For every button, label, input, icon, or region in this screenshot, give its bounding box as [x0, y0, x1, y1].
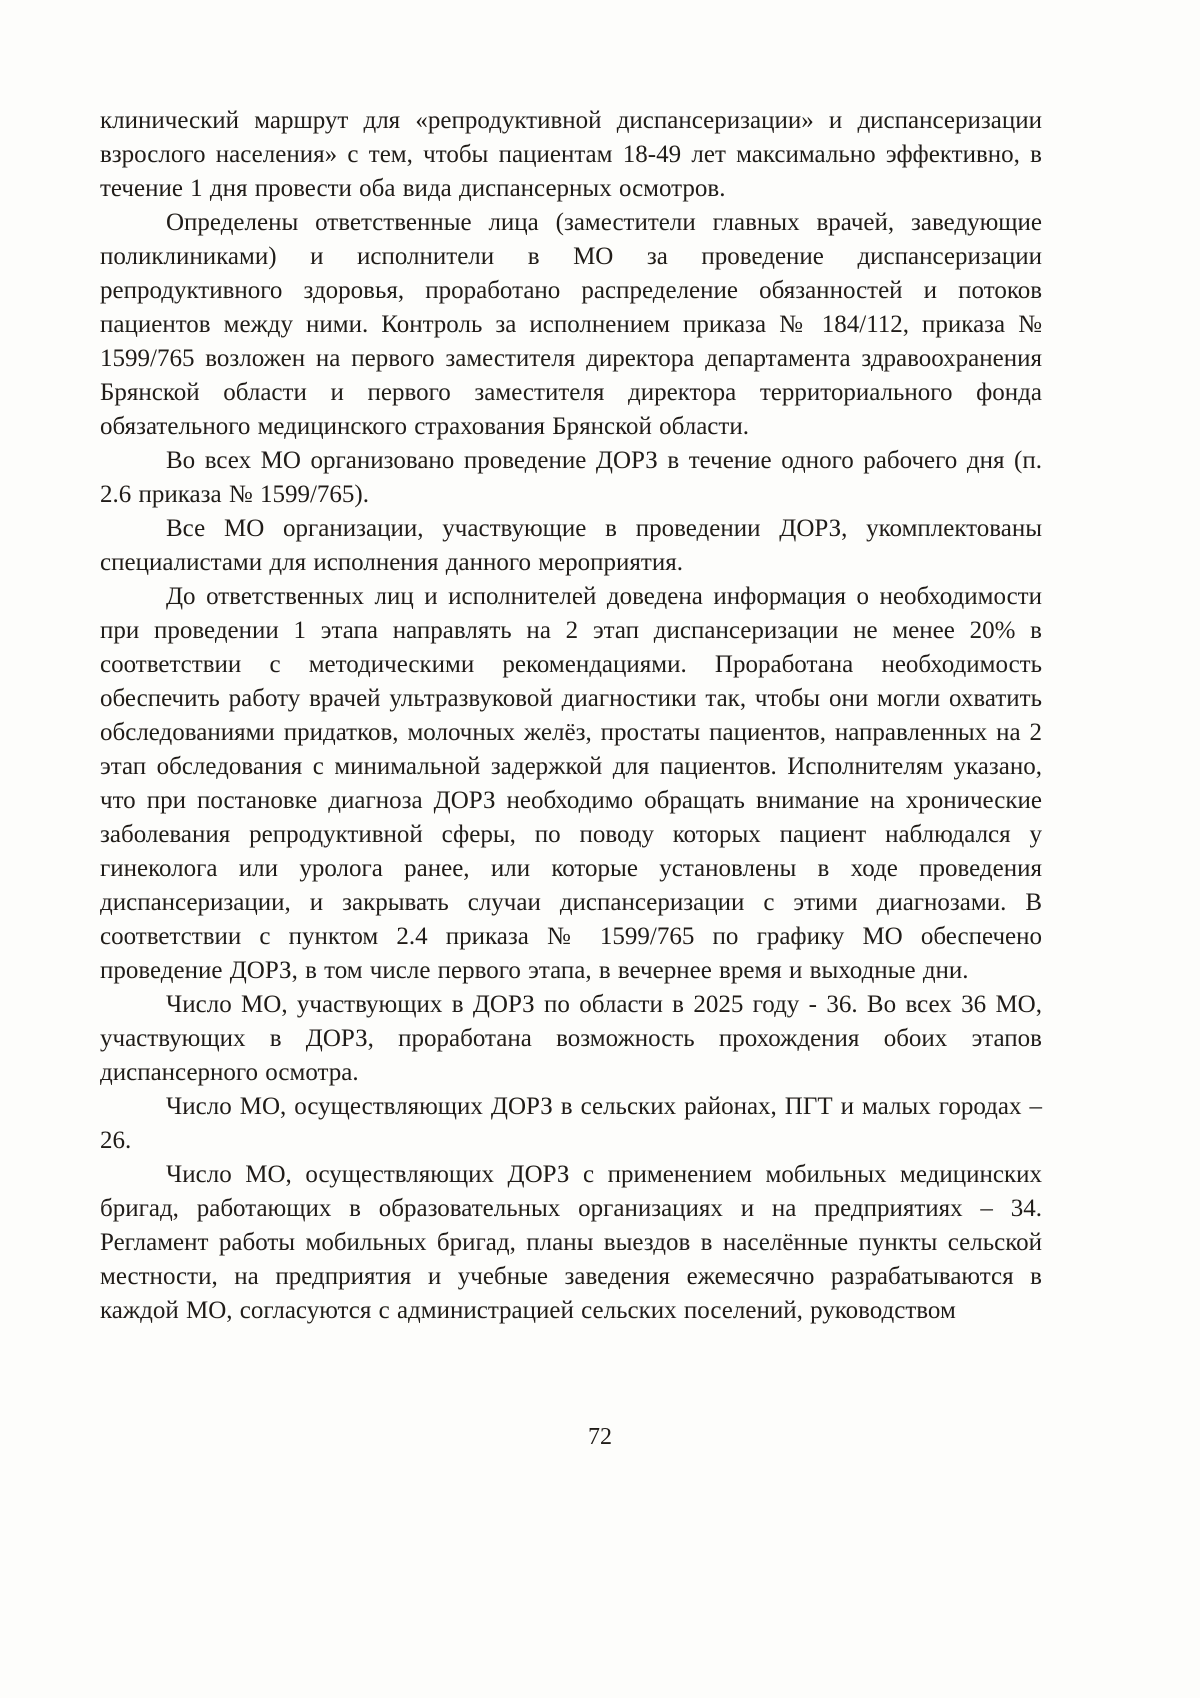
paragraph: Определены ответственные лица (заместители главных врачей, заведующие поликлиниками) и исполнители в МО за проведение диспансеризации репродуктивного здоровья, проработано распределение обязанностей и потоков пациентов между ними. Контроль за исполнением приказа № 184/112, приказа № 1599/765 возложен на первого заместителя директора департамента здравоохранения Брянской области и первого заместителя директора территориального фонда обязательного медицинского страхования Брянской области. — [100, 209, 1042, 440]
paragraph: Число МО, участвующих в ДОРЗ по области в 2025 году - 36. Во всех 36 МО, участвующих в ДОРЗ, проработана возможность прохождения обоих этапов диспансерного осмотра. — [100, 991, 1042, 1086]
paragraph: Во всех МО организовано проведение ДОРЗ в течение одного рабочего дня (п. 2.6 приказа № 1599/765). — [100, 447, 1042, 508]
paragraph: До ответственных лиц и исполнителей доведена информация о необходимости при проведении 1 этапа направлять на 2 этап диспансеризации не менее 20% в соответствии с методическими рекомендациями. Проработана необходимость обеспечить работу врачей ультразвуковой диагностики так, чтобы они могли охватить обследованиями придатков, молочных желёз, простаты пациентов, направленных на 2 этап обследования с минимальной задержкой для пациентов. Исполнителям указано, что при постановке диагноза ДОРЗ необходимо обращать внимание на хронические заболевания репродуктивной сферы, по поводу которых пациент наблюдался у гинеколога или уролога ранее, или которые установлены в ходе проведения диспансеризации, и закрывать случаи диспансеризации с этими диагнозами. В соответствии с пунктом 2.4 приказа № 1599/765 по графику МО обеспечено проведение ДОРЗ, в том числе первого этапа, в вечернее время и выходные дни. — [100, 583, 1042, 984]
document-text — [100, 104, 1042, 1328]
paragraph-continuation: клинический маршрут для «репродуктивной диспансеризации» и диспансеризации взрослого населения» с тем, чтобы пациентам 18-49 лет максимально эффективно, в течение 1 дня провести оба вида диспансерных осмотров. — [100, 107, 1042, 202]
page-number: 72 — [588, 1424, 612, 1450]
paragraph: Число МО, осуществляющих ДОРЗ с применением мобильных медицинских бригад, работающих в образовательных организациях и на предприятиях – 34. Регламент работы мобильных бригад, планы выездов в населённые пункты сельской местности, на предприятия и учебные заведения ежемесячно разрабатываются в каждой МО, согласуются с администрацией сельских поселений, руководством — [100, 1161, 1042, 1324]
paragraph: Все МО организации, участвующие в проведении ДОРЗ, укомплектованы специалистами для исполнения данного мероприятия. — [100, 515, 1042, 576]
paragraph: Число МО, осуществляющих ДОРЗ в сельских районах, ПГТ и малых городах – 26. — [100, 1093, 1042, 1154]
